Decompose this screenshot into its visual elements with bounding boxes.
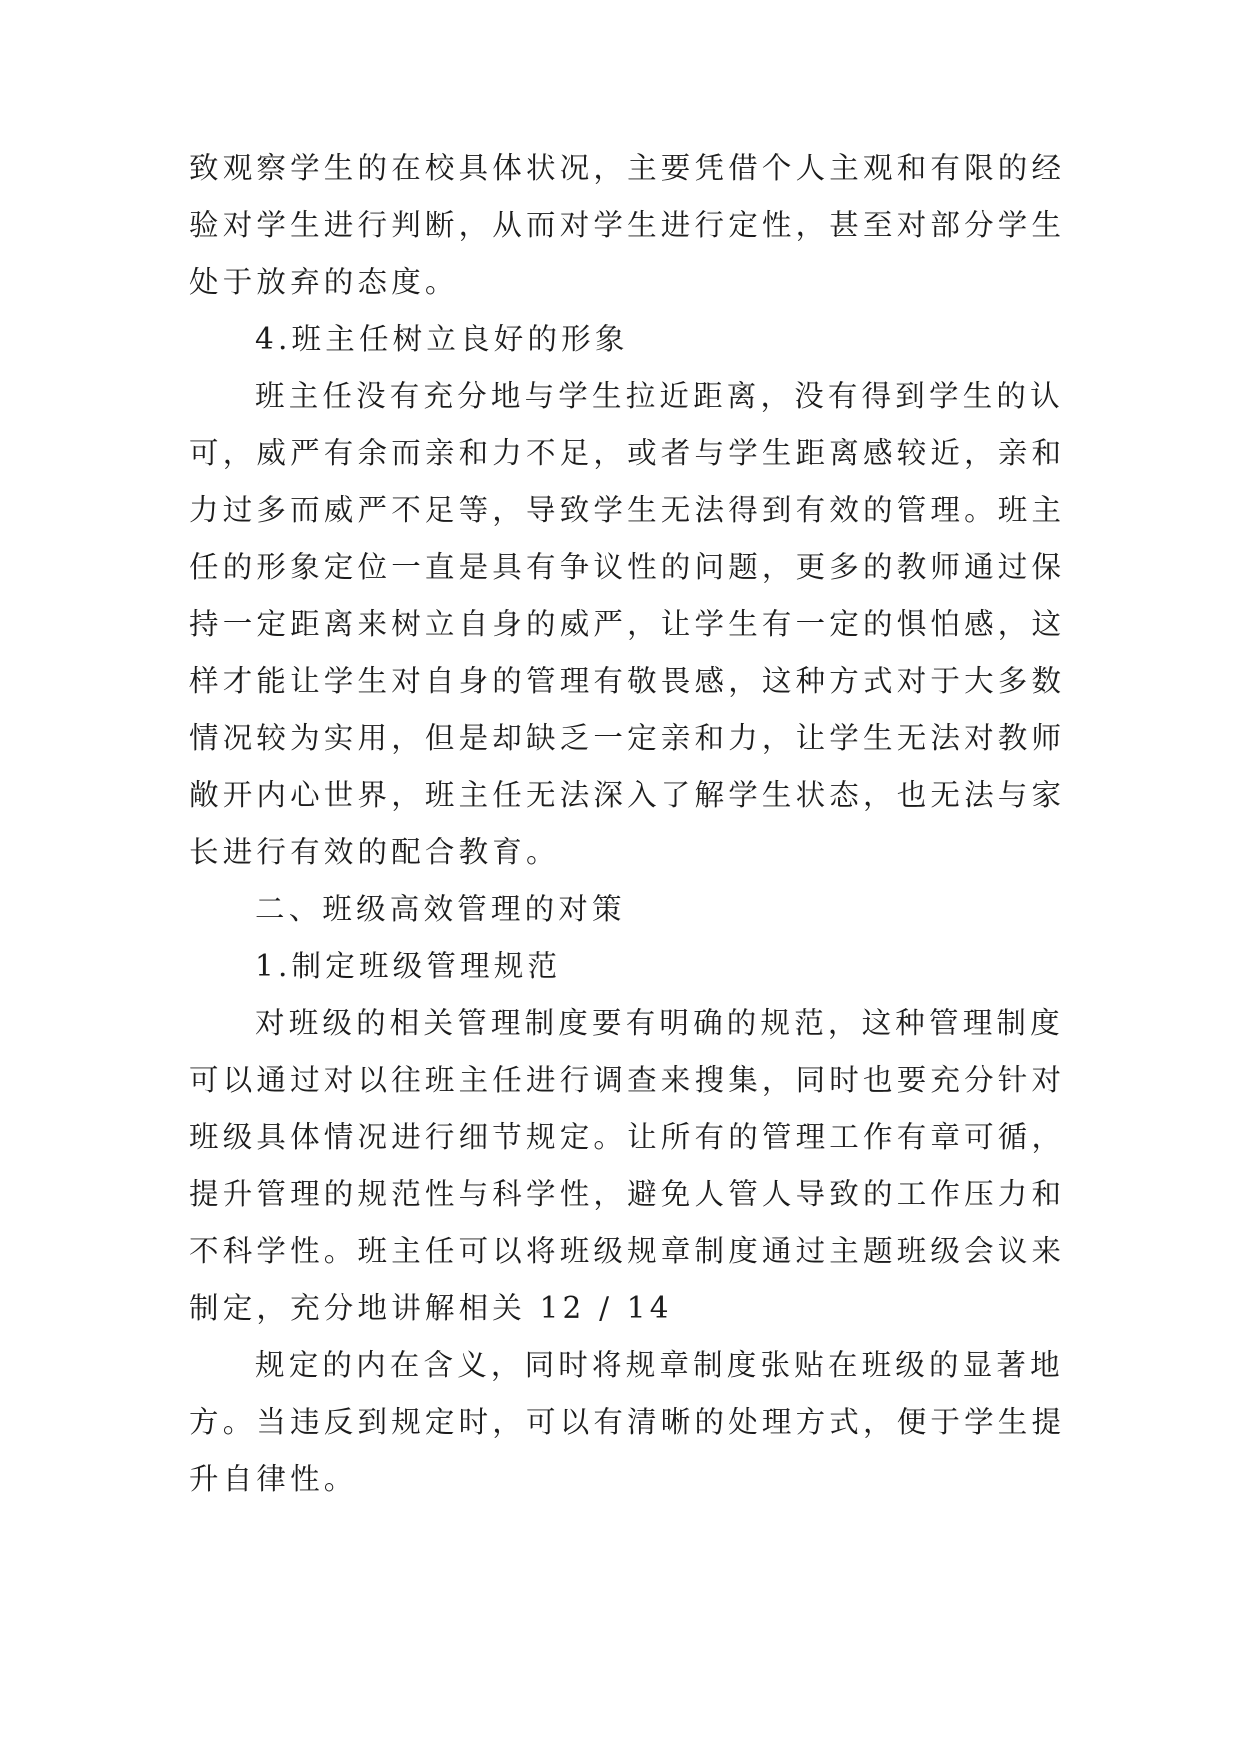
body-text-line: 规定的内在含义，同时将规章制度张贴在班级的显著地 bbox=[255, 1348, 1064, 1382]
body-text-line-with-page-number: 制定，充分地讲解相关 12 / 14 bbox=[189, 1291, 673, 1325]
body-text-line: 升自律性。 bbox=[189, 1462, 358, 1496]
body-text-line: 样才能让学生对自身的管理有敬畏感，这种方式对于大多数 bbox=[189, 664, 1066, 698]
body-text-line: 可，威严有余而亲和力不足，或者与学生距离感较近，亲和 bbox=[189, 436, 1066, 470]
body-text-line: 情况较为实用，但是却缺乏一定亲和力，让学生无法对教师 bbox=[189, 721, 1066, 755]
body-text-line: 对班级的相关管理制度要有明确的规范，这种管理制度 bbox=[255, 1006, 1064, 1040]
body-text-line: 班级具体情况进行细节规定。让所有的管理工作有章可循， bbox=[189, 1120, 1066, 1154]
body-text-line: 班主任没有充分地与学生拉近距离，没有得到学生的认 bbox=[255, 379, 1064, 413]
body-text-line: 方。当违反到规定时，可以有清晰的处理方式，便于学生提 bbox=[189, 1405, 1066, 1439]
section-heading: 二、班级高效管理的对策 bbox=[255, 892, 626, 926]
body-text-line: 力过多而威严不足等，导致学生无法得到有效的管理。班主 bbox=[189, 493, 1066, 527]
body-text-line: 持一定距离来树立自身的威严，让学生有一定的惧怕感，这 bbox=[189, 607, 1066, 641]
body-text-line: 不科学性。班主任可以将班级规章制度通过主题班级会议来 bbox=[189, 1234, 1066, 1268]
body-text-line: 敞开内心世界，班主任无法深入了解学生状态，也无法与家 bbox=[189, 778, 1066, 812]
body-text-line: 提升管理的规范性与科学性，避免人管人导致的工作压力和 bbox=[189, 1177, 1066, 1211]
body-text-line: 致观察学生的在校具体状况，主要凭借个人主观和有限的经 bbox=[189, 151, 1066, 185]
body-text-line: 任的形象定位一直是具有争议性的问题，更多的教师通过保 bbox=[189, 550, 1066, 584]
body-text-line: 验对学生进行判断，从而对学生进行定性，甚至对部分学生 bbox=[189, 208, 1066, 242]
body-text-line: 处于放弃的态度。 bbox=[189, 265, 459, 299]
body-text-line: 长进行有效的配合教育。 bbox=[189, 835, 560, 869]
section-heading: 1.制定班级管理规范 bbox=[255, 949, 562, 983]
body-text-line: 可以通过对以往班主任进行调查来搜集，同时也要充分针对 bbox=[189, 1063, 1066, 1097]
section-heading: 4.班主任树立良好的形象 bbox=[255, 322, 629, 356]
